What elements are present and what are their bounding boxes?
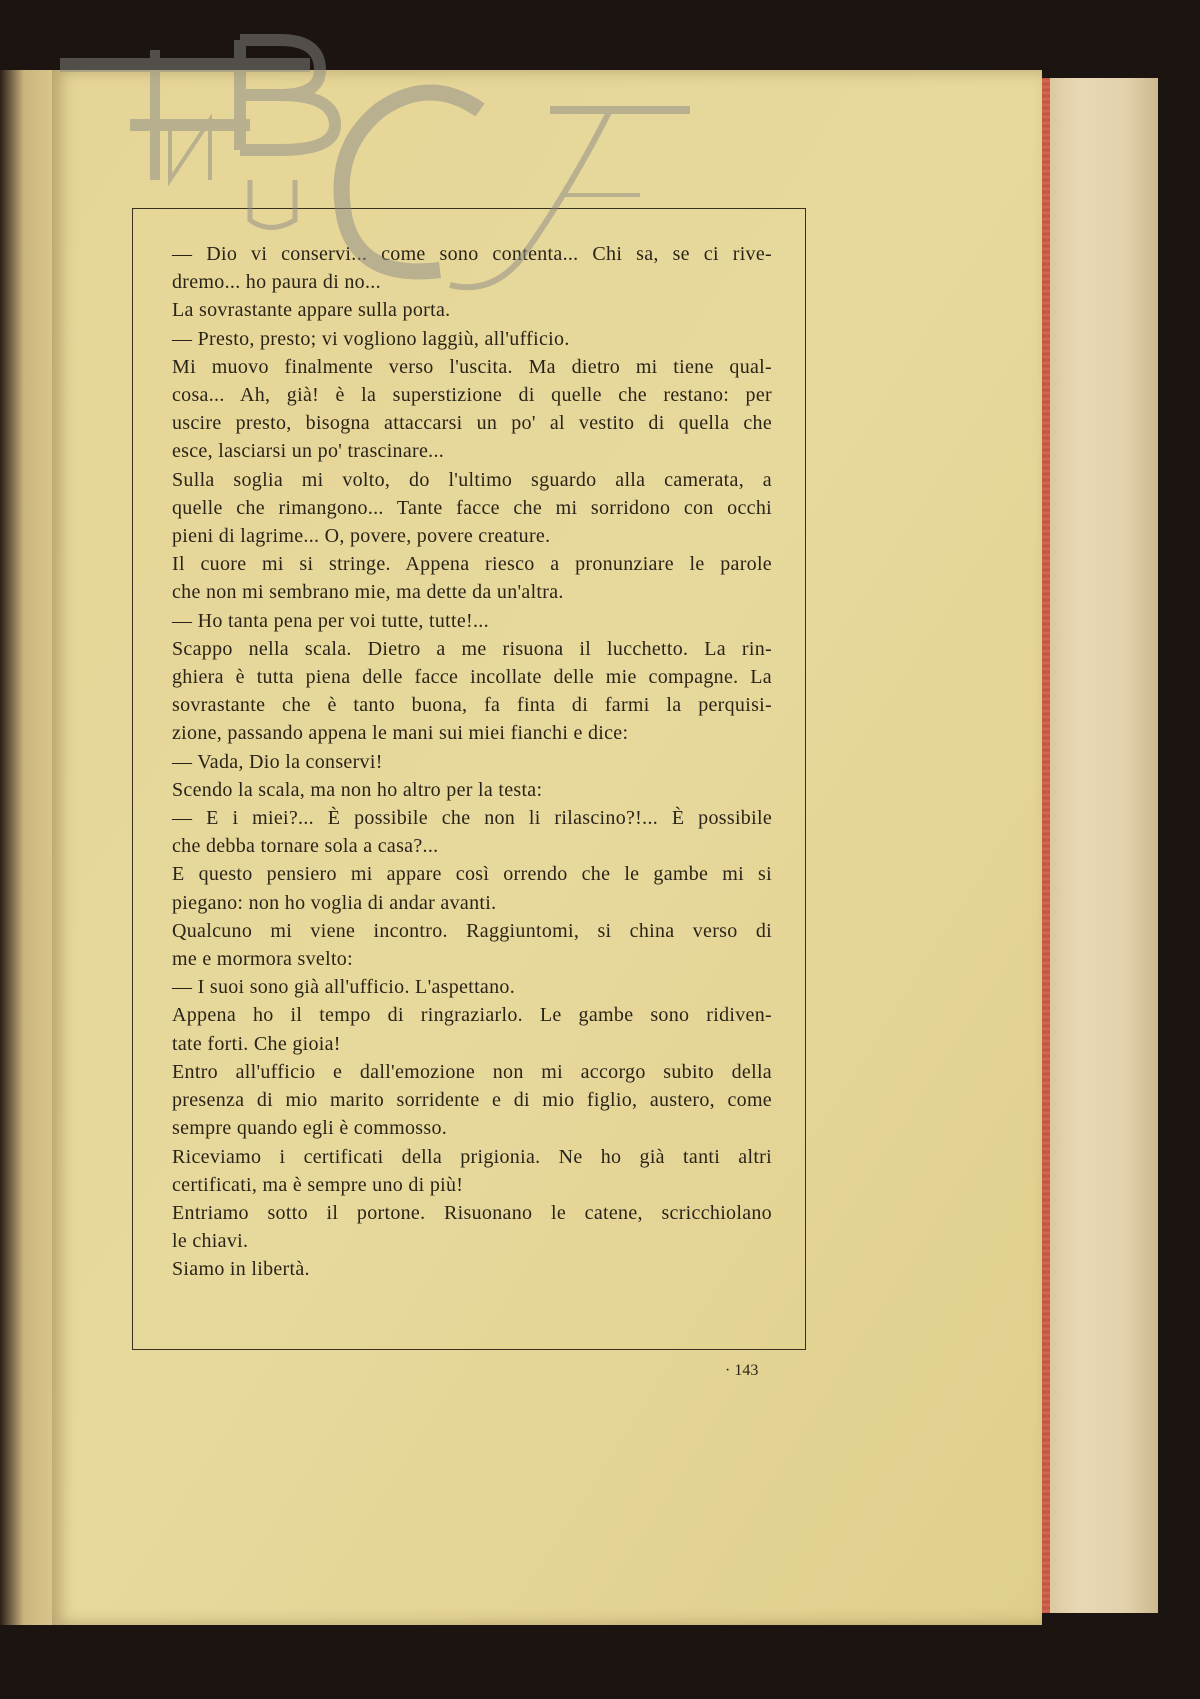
- text-line: Mi muovo finalmente verso l'uscita. Ma dietro mi tiene qual-: [172, 355, 772, 378]
- text-line: La sovrastante appare sulla porta.: [172, 299, 451, 322]
- text-line: Scendo la scala, ma non ho altro per la testa:: [172, 778, 543, 801]
- text-line: Qualcuno mi viene incontro. Raggiuntomi, si china verso di: [172, 919, 772, 942]
- text-line: — Presto, presto; vi vogliono laggiù, all'ufficio.: [172, 327, 570, 350]
- text-line: — Vada, Dio la conservi!: [172, 750, 383, 773]
- text-line: uscire presto, bisogna attaccarsi un po' al vestito di quella che: [172, 412, 772, 435]
- text-line: pieni di lagrime... O, povere, povere creature.: [172, 525, 551, 548]
- text-line: Appena ho il tempo di ringraziarlo. Le gambe sono ridiven-: [172, 1004, 772, 1027]
- text-line: piegano: non ho voglia di andar avanti.: [172, 891, 497, 914]
- text-line: — E i miei?... È possibile che non li rilascino?!... È possibile: [172, 807, 772, 830]
- text-line: sempre quando egli è commosso.: [172, 1117, 448, 1140]
- text-line: Entriamo sotto il portone. Risuonano le catene, scricchiolano: [172, 1201, 772, 1224]
- watermark-letters: [0, 0, 1, 1]
- text-line: — Ho tanta pena per voi tutte, tutte!...: [172, 609, 489, 632]
- book-cover: [1040, 78, 1158, 1613]
- text-line: — Dio vi conservi... come sono contenta... Chi sa, se ci rive-: [172, 243, 772, 265]
- text-line: le chiavi.: [172, 1230, 249, 1253]
- text-line: — I suoi sono già all'ufficio. L'aspettano.: [172, 976, 516, 999]
- text-line: Entro all'ufficio e dall'emozione non mi accorgo subito della: [172, 1060, 772, 1083]
- text-line: Scappo nella scala. Dietro a me risuona il lucchetto. La rin-: [172, 637, 772, 660]
- text-line: zione, passando appena le mani sui miei fianchi e dice:: [172, 722, 629, 745]
- text-line: sovrastante che è tanto buona, fa finta di farmi la perquisi-: [172, 694, 772, 717]
- text-line: tate forti. Che gioia!: [172, 1032, 341, 1055]
- text-line: E questo pensiero mi appare così orrendo che le gambe mi si: [172, 863, 772, 886]
- text-line: Siamo in libertà.: [172, 1258, 310, 1281]
- text-line: ghiera è tutta piena delle facce incollate delle mie compagne. La: [172, 666, 772, 689]
- text-line: Riceviamo i certificati della prigionia. Ne ho già tanti altri: [172, 1145, 772, 1168]
- text-line: dremo... ho paura di no...: [172, 271, 381, 294]
- text-line: che debba tornare sola a casa?...: [172, 835, 439, 858]
- text-line: che non mi sembrano mie, ma dette da un'altra.: [172, 581, 564, 604]
- page-number: · 143: [725, 1362, 759, 1379]
- text-line: Sulla soglia mi volto, do l'ultimo sguardo alla camerata, a: [172, 468, 772, 491]
- text-line: quelle che rimangono... Tante facce che mi sorridono con occhi: [172, 496, 772, 519]
- bncf-watermark-logo: [50, 20, 710, 320]
- page-text: [172, 240, 772, 1284]
- text-line: Il cuore mi si stringe. Appena riesco a pronunziare le parole: [172, 553, 772, 576]
- text-line: cosa... Ah, già! è la superstizione di quelle che restano: per: [172, 384, 772, 407]
- text-line: presenza di mio marito sorridente e di mio figlio, austero, come: [172, 1089, 772, 1112]
- text-line: me e mormora svelto:: [172, 948, 353, 971]
- text-line: certificati, ma è sempre uno di più!: [172, 1173, 464, 1196]
- text-line: esce, lasciarsi un po' trascinare...: [172, 440, 445, 463]
